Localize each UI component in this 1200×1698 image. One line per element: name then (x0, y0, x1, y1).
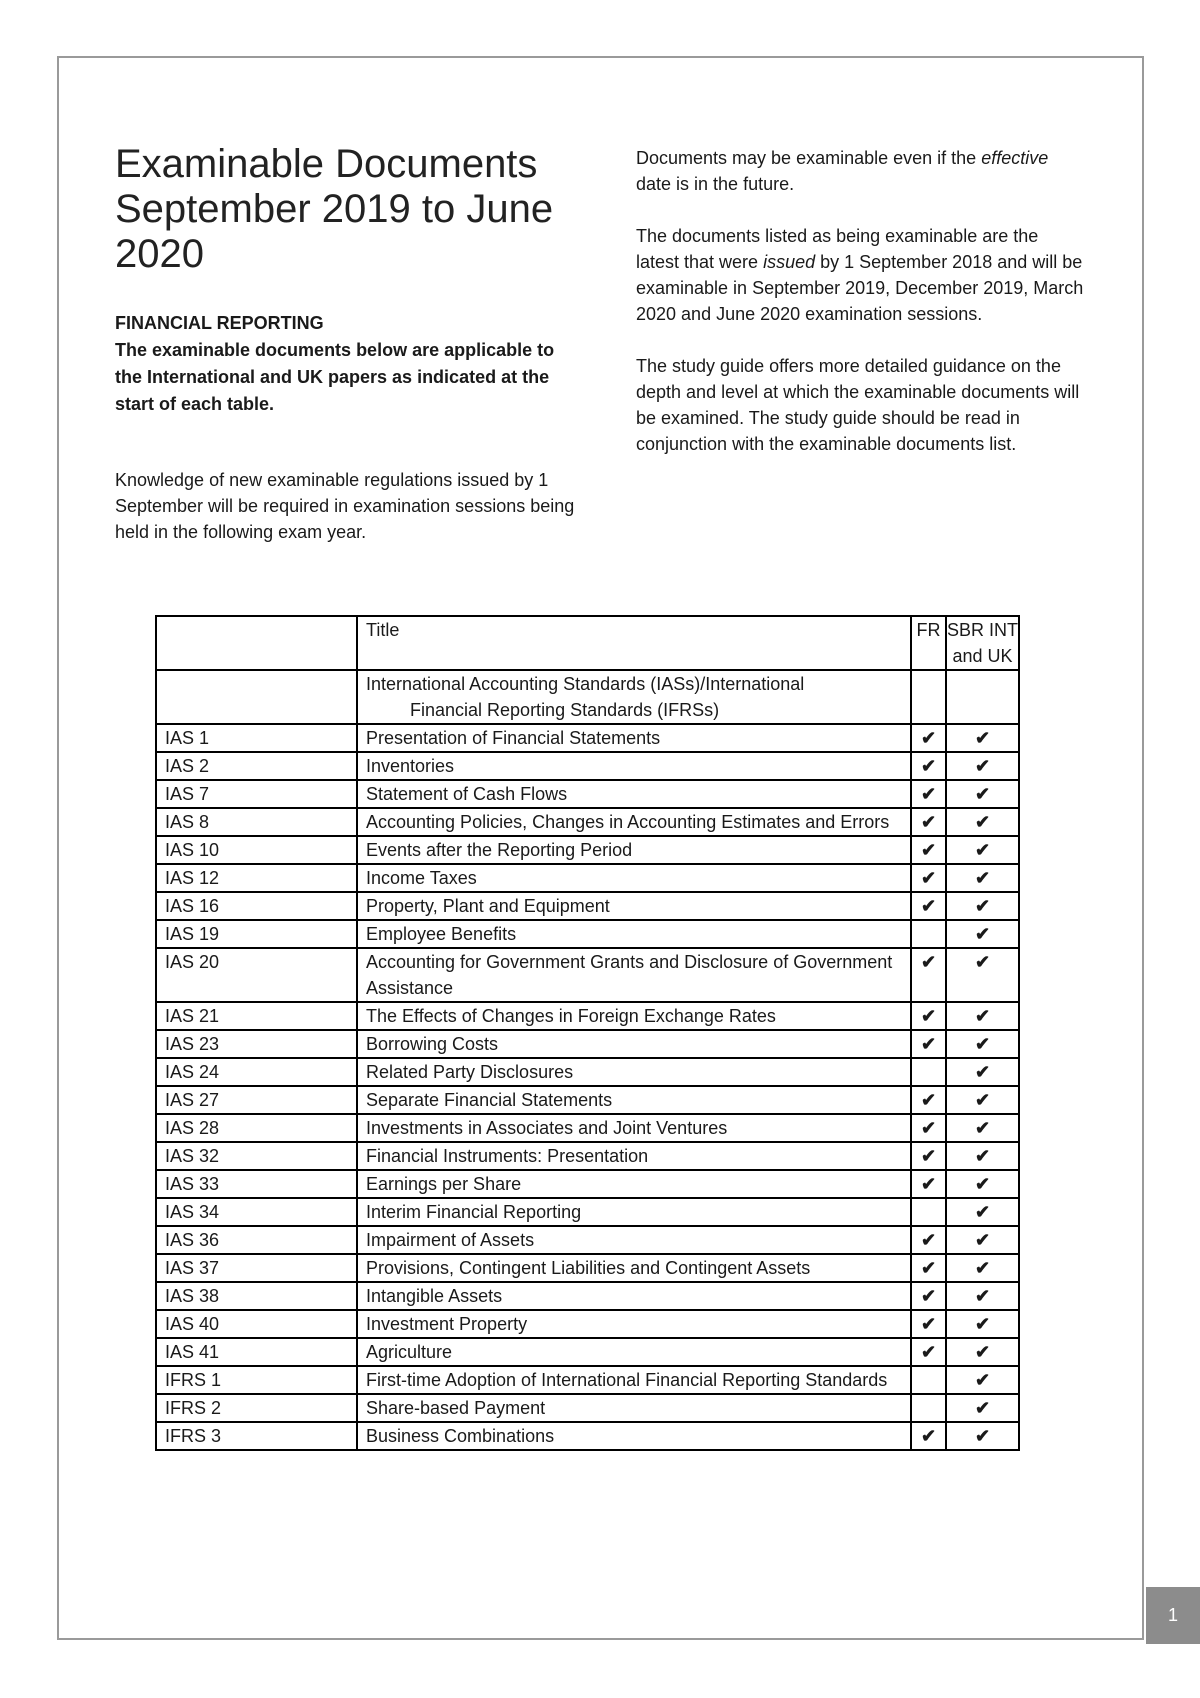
sbr-cell (946, 752, 1019, 780)
effective-note: Documents may be examinable even if the effective date is in the future. (636, 148, 1049, 194)
table-row (156, 1254, 1019, 1282)
subject-label: FINANCIAL REPORTING (115, 313, 324, 333)
sbr-cell (946, 1338, 1019, 1366)
fr-cell (911, 864, 946, 892)
standard-title: Income Taxes (357, 864, 911, 892)
table-row (156, 1030, 1019, 1058)
sbr-cell (946, 1282, 1019, 1310)
sbr-cell (946, 1170, 1019, 1198)
sbr-cell (946, 1198, 1019, 1226)
page-title: Examinable Documents September 2019 to June 2020 (115, 142, 554, 276)
standard-title: Employee Benefits (357, 920, 911, 948)
subject-heading (115, 310, 585, 418)
standard-code: IAS 34 (156, 1198, 357, 1226)
sbr-cell (946, 1030, 1019, 1058)
check-icon: ✔ (974, 840, 991, 860)
check-icon: ✔ (974, 1342, 991, 1362)
sbr-cell (946, 1058, 1019, 1086)
table-row (156, 1366, 1019, 1394)
fr-cell (911, 752, 946, 780)
table-row (156, 836, 1019, 864)
standard-code: IAS 38 (156, 1282, 357, 1310)
fr-cell (911, 1058, 946, 1086)
standard-code: IAS 19 (156, 920, 357, 948)
fr-cell (911, 1114, 946, 1142)
check-icon: ✔ (974, 1426, 991, 1446)
applicability-note: The examinable documents below are applicable to the International and UK papers as indicated at the start of each table. (115, 340, 555, 414)
check-icon: ✔ (974, 1258, 991, 1278)
check-icon: ✔ (920, 1426, 937, 1446)
sbr-cell (946, 836, 1019, 864)
check-icon: ✔ (974, 1146, 991, 1166)
sbr-cell (946, 1226, 1019, 1254)
fr-cell (911, 948, 946, 1002)
standard-code: IFRS 3 (156, 1422, 357, 1450)
sbr-cell (946, 1114, 1019, 1142)
table-row (156, 1002, 1019, 1030)
standard-title: Agriculture (357, 1338, 911, 1366)
standard-code: IAS 32 (156, 1142, 357, 1170)
standard-code: IAS 37 (156, 1254, 357, 1282)
sbr-header: SBR INT and UK (946, 616, 1019, 670)
table-row (156, 920, 1019, 948)
sbr-cell (946, 920, 1019, 948)
standard-title: Investments in Associates and Joint Ventures (357, 1114, 911, 1142)
check-icon: ✔ (920, 1230, 937, 1250)
standard-code: IAS 12 (156, 864, 357, 892)
fr-cell (911, 1338, 946, 1366)
check-icon: ✔ (920, 1258, 937, 1278)
table-row (156, 1338, 1019, 1366)
check-icon: ✔ (920, 1006, 937, 1026)
standard-title: Separate Financial Statements (357, 1086, 911, 1114)
check-icon: ✔ (974, 784, 991, 804)
check-icon: ✔ (920, 1090, 937, 1110)
fr-header: FR (911, 616, 946, 670)
fr-cell (911, 1394, 946, 1422)
standard-code: IAS 7 (156, 780, 357, 808)
standard-title: Statement of Cash Flows (357, 780, 911, 808)
check-icon: ✔ (974, 1286, 991, 1306)
fr-cell (911, 1310, 946, 1338)
check-icon: ✔ (974, 896, 991, 916)
notes-column (636, 145, 1086, 483)
table-row (156, 1310, 1019, 1338)
check-icon: ✔ (974, 924, 991, 944)
check-icon: ✔ (974, 812, 991, 832)
check-icon: ✔ (974, 952, 991, 972)
check-icon: ✔ (920, 840, 937, 860)
fr-cell (911, 1002, 946, 1030)
table-row (156, 1198, 1019, 1226)
fr-cell (911, 780, 946, 808)
check-icon: ✔ (920, 868, 937, 888)
standard-code: IAS 16 (156, 892, 357, 920)
standard-title: Provisions, Contingent Liabilities and Contingent Assets (357, 1254, 911, 1282)
table-row (156, 1282, 1019, 1310)
check-icon: ✔ (920, 728, 937, 748)
standard-title: Business Combinations (357, 1422, 911, 1450)
fr-cell (911, 1086, 946, 1114)
fr-cell (911, 808, 946, 836)
fr-cell (911, 1254, 946, 1282)
section-row (156, 670, 1019, 724)
fr-cell (911, 1198, 946, 1226)
table-row (156, 892, 1019, 920)
check-icon: ✔ (920, 1146, 937, 1166)
fr-cell (911, 1170, 946, 1198)
check-icon: ✔ (920, 756, 937, 776)
fr-cell (911, 920, 946, 948)
sbr-cell (946, 1394, 1019, 1422)
standard-code: IAS 23 (156, 1030, 357, 1058)
table-row (156, 724, 1019, 752)
sbr-cell (946, 892, 1019, 920)
fr-cell (911, 724, 946, 752)
sbr-cell (946, 1254, 1019, 1282)
check-icon: ✔ (974, 1398, 991, 1418)
check-icon: ✔ (920, 1314, 937, 1334)
standard-code: IAS 27 (156, 1086, 357, 1114)
check-icon: ✔ (920, 784, 937, 804)
table-row (156, 1422, 1019, 1450)
fr-cell (911, 1422, 946, 1450)
table-row (156, 780, 1019, 808)
standard-code: IAS 10 (156, 836, 357, 864)
check-icon: ✔ (974, 756, 991, 776)
check-icon: ✔ (974, 1370, 991, 1390)
section-title: International Accounting Standards (IASs)/International Financial Reporting Standards (IFRSs) (357, 670, 911, 724)
standard-title: Interim Financial Reporting (357, 1198, 911, 1226)
knowledge-note: Knowledge of new examinable regulations issued by 1 September will be required in examination sessions being held in the following exam year. (115, 470, 575, 542)
examinable-documents-table (155, 615, 1020, 1451)
standard-title: Accounting Policies, Changes in Accounting Estimates and Errors (357, 808, 911, 836)
standard-title: Share-based Payment (357, 1394, 911, 1422)
sbr-cell (946, 1086, 1019, 1114)
standard-code: IFRS 1 (156, 1366, 357, 1394)
check-icon: ✔ (974, 1202, 991, 1222)
sbr-cell (946, 780, 1019, 808)
sbr-cell (946, 808, 1019, 836)
standard-code: IAS 24 (156, 1058, 357, 1086)
sbr-cell (946, 724, 1019, 752)
check-icon: ✔ (974, 1314, 991, 1334)
check-icon: ✔ (974, 1034, 991, 1054)
table-row (156, 1114, 1019, 1142)
standard-title: Intangible Assets (357, 1282, 911, 1310)
fr-cell (911, 836, 946, 864)
standard-title: Accounting for Government Grants and Disclosure of Government Assistance (357, 948, 911, 1002)
check-icon: ✔ (974, 1062, 991, 1082)
check-icon: ✔ (920, 1342, 937, 1362)
fr-cell (911, 892, 946, 920)
standard-title: The Effects of Changes in Foreign Exchange Rates (357, 1002, 911, 1030)
fr-cell (911, 1366, 946, 1394)
table-row (156, 1170, 1019, 1198)
check-icon: ✔ (920, 1034, 937, 1054)
standard-code: IAS 8 (156, 808, 357, 836)
check-icon: ✔ (974, 868, 991, 888)
fr-cell (911, 1142, 946, 1170)
standard-code: IAS 36 (156, 1226, 357, 1254)
table-row (156, 1142, 1019, 1170)
standard-code: IFRS 2 (156, 1394, 357, 1422)
table-row (156, 1394, 1019, 1422)
standard-code: IAS 40 (156, 1310, 357, 1338)
standard-code: IAS 28 (156, 1114, 357, 1142)
check-icon: ✔ (920, 1174, 937, 1194)
table-row (156, 864, 1019, 892)
check-icon: ✔ (974, 1230, 991, 1250)
fr-cell (911, 1030, 946, 1058)
standard-title: Events after the Reporting Period (357, 836, 911, 864)
standard-title: Property, Plant and Equipment (357, 892, 911, 920)
standard-code: IAS 41 (156, 1338, 357, 1366)
sbr-cell (946, 1366, 1019, 1394)
standard-code: IAS 1 (156, 724, 357, 752)
page-number: 1 (1146, 1587, 1200, 1644)
sbr-cell (946, 1422, 1019, 1450)
table-row (156, 1086, 1019, 1114)
table-row (156, 1058, 1019, 1086)
check-icon: ✔ (974, 1118, 991, 1138)
standard-title: Impairment of Assets (357, 1226, 911, 1254)
check-icon: ✔ (974, 1090, 991, 1110)
check-icon: ✔ (920, 1286, 937, 1306)
check-icon: ✔ (920, 896, 937, 916)
table-header-row (156, 616, 1019, 670)
check-icon: ✔ (974, 1006, 991, 1026)
standard-code: IAS 21 (156, 1002, 357, 1030)
check-icon: ✔ (920, 812, 937, 832)
standard-title: Investment Property (357, 1310, 911, 1338)
table-row (156, 808, 1019, 836)
fr-cell (911, 1226, 946, 1254)
standard-title: Borrowing Costs (357, 1030, 911, 1058)
table-row (156, 752, 1019, 780)
standard-title: First-time Adoption of International Financial Reporting Standards (357, 1366, 911, 1394)
table-row (156, 1226, 1019, 1254)
sbr-cell (946, 1142, 1019, 1170)
standard-title: Earnings per Share (357, 1170, 911, 1198)
sbr-cell (946, 1002, 1019, 1030)
check-icon: ✔ (920, 1118, 937, 1138)
sbr-cell (946, 1310, 1019, 1338)
fr-cell (911, 1282, 946, 1310)
standard-title: Presentation of Financial Statements (357, 724, 911, 752)
standard-code: IAS 2 (156, 752, 357, 780)
title-header: Title (357, 616, 911, 670)
standard-code: IAS 33 (156, 1170, 357, 1198)
check-icon: ✔ (920, 952, 937, 972)
standard-title: Financial Instruments: Presentation (357, 1142, 911, 1170)
study-guide-note: The study guide offers more detailed guidance on the depth and level at which the examinable documents will be examined. The study guide should be read in conjunction with the examinable documents list. (636, 356, 1080, 454)
code-header (156, 616, 357, 670)
check-icon: ✔ (974, 1174, 991, 1194)
standard-code: IAS 20 (156, 948, 357, 1002)
standard-title: Related Party Disclosures (357, 1058, 911, 1086)
check-icon: ✔ (974, 728, 991, 748)
issued-note: The documents listed as being examinable are the latest that were issued by 1 September 2018 and will be examinable in September 2019, December 2019, March 2020 and June 2020 examination sessions. (636, 226, 1084, 324)
standard-title: Inventories (357, 752, 911, 780)
sbr-cell (946, 864, 1019, 892)
sbr-cell (946, 948, 1019, 1002)
table-row (156, 948, 1019, 1002)
